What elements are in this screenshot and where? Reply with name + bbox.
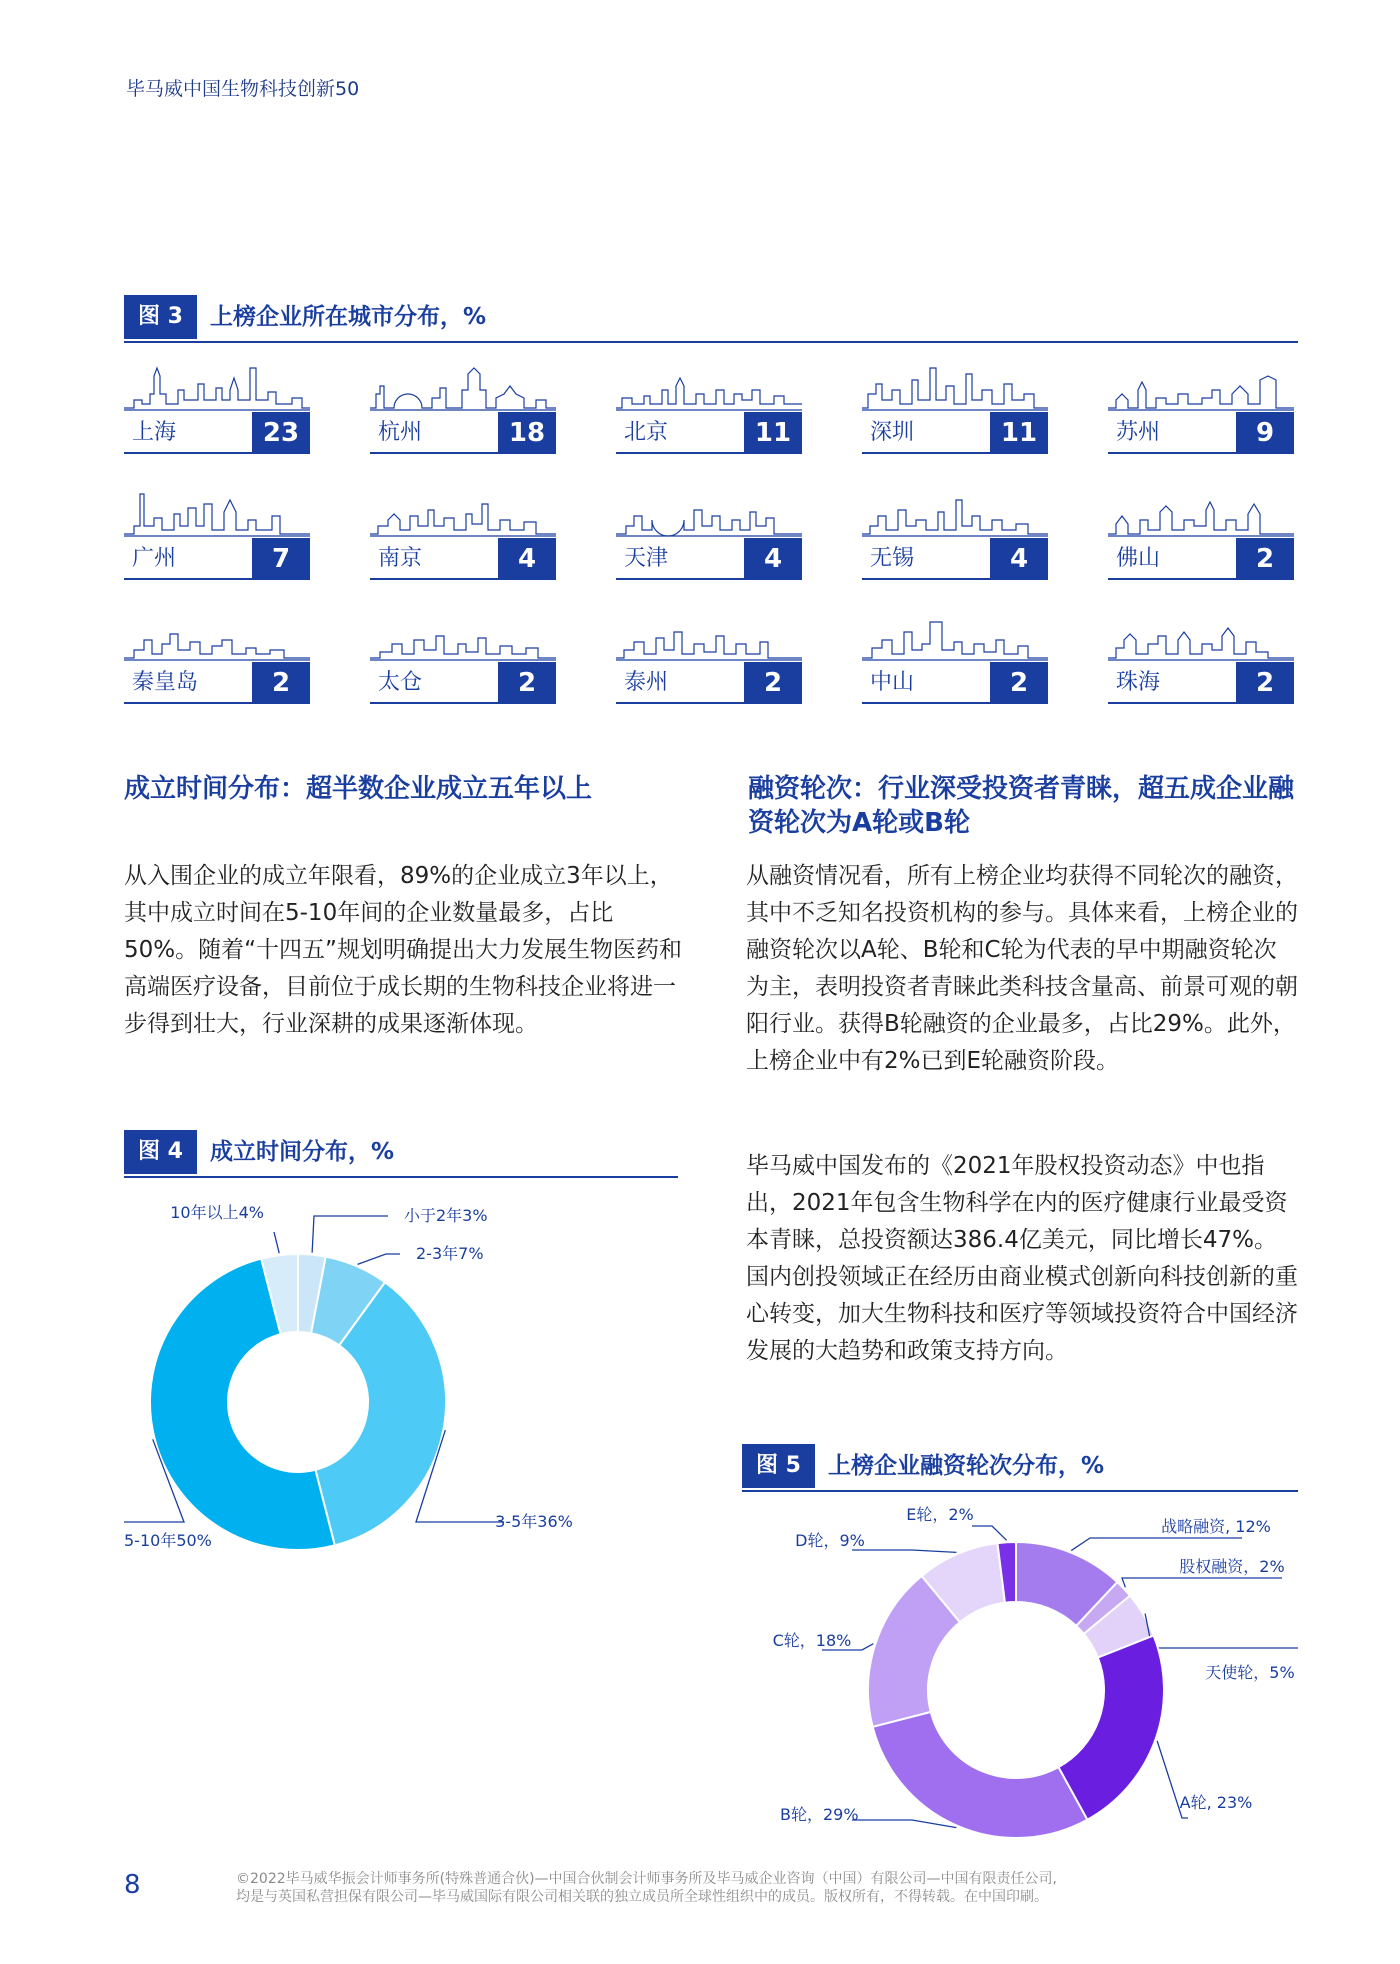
leader-line <box>852 1550 956 1552</box>
city-count: 4 <box>498 538 556 580</box>
slice-label: 10年以上4% <box>170 1203 264 1222</box>
city-card <box>616 614 802 704</box>
figure-5-badge: 图 5 <box>742 1444 815 1488</box>
right-paragraph-2: 毕马威中国发布的《2021年股权投资动态》中也指出，2021年包含生物科学在内的医疗健康行业最受资本青睐，总投资额达386.4亿美元，同比增长47%。国内创投领域正在经历由商业模式创新向科技创新的重心转变，加大生物科技和医疗等领域投资符合中国经济发展的大趋势和政策支持方向。 <box>746 1153 1298 1364</box>
figure-4-badge: 图 4 <box>124 1130 197 1174</box>
city-skyline-icon <box>124 364 310 416</box>
city-name: 南京 <box>378 546 423 571</box>
leader-line <box>1071 1538 1242 1551</box>
left-section-title: 成立时间分布：超半数企业成立五年以上 <box>124 774 593 804</box>
city-skyline-icon <box>370 364 556 416</box>
city-skyline-icon <box>862 364 1048 416</box>
leader-line <box>852 1820 956 1828</box>
city-skyline-icon <box>370 614 556 666</box>
city-skyline-icon <box>862 490 1048 542</box>
city-count: 2 <box>990 662 1048 704</box>
slice-label: E轮，2% <box>906 1505 974 1524</box>
city-count: 2 <box>1236 538 1294 580</box>
document-header-title: 毕马威中国生物科技创新50 <box>126 78 360 100</box>
city-count: 2 <box>252 662 310 704</box>
figure-4-title: 成立时间分布，% <box>210 1139 395 1165</box>
city-count: 9 <box>1236 412 1294 454</box>
city-divider <box>1108 452 1294 454</box>
city-count: 2 <box>744 662 802 704</box>
figure-5-title: 上榜企业融资轮次分布，% <box>828 1453 1105 1479</box>
city-card <box>1108 490 1294 580</box>
leader-line <box>1122 1578 1282 1587</box>
copyright-footer <box>236 1870 1296 1906</box>
city-name: 深圳 <box>870 420 915 445</box>
city-skyline-icon <box>124 490 310 542</box>
city-name: 广州 <box>132 546 177 571</box>
city-count: 11 <box>744 412 802 454</box>
city-card <box>370 490 556 580</box>
city-skyline-icon <box>1108 614 1294 666</box>
leader-line <box>972 1526 1007 1540</box>
city-divider <box>1108 702 1294 704</box>
city-divider <box>862 702 1048 704</box>
figure-3-heading <box>124 295 1298 343</box>
city-name: 珠海 <box>1116 670 1161 695</box>
city-card <box>124 614 310 704</box>
city-name: 泰州 <box>624 670 669 695</box>
city-name: 苏州 <box>1116 420 1161 445</box>
city-divider <box>124 578 310 580</box>
figure-3-title: 上榜企业所在城市分布，% <box>210 304 487 330</box>
city-count: 23 <box>252 412 310 454</box>
city-skyline-icon <box>862 614 1048 666</box>
city-count: 4 <box>990 538 1048 580</box>
slice-label: 战略融资, 12% <box>1161 1517 1271 1536</box>
slice-label: 天使轮，5% <box>1205 1663 1295 1682</box>
city-name: 北京 <box>624 420 669 445</box>
city-divider <box>616 578 802 580</box>
city-card <box>616 490 802 580</box>
city-divider <box>124 452 310 454</box>
city-divider <box>370 452 556 454</box>
figure-3-badge: 图 3 <box>124 295 197 339</box>
city-card <box>1108 364 1294 454</box>
slice-label: C轮，18% <box>772 1631 852 1650</box>
leader-line <box>312 1216 388 1253</box>
city-divider <box>862 452 1048 454</box>
city-skyline-icon <box>616 614 802 666</box>
city-divider <box>616 452 802 454</box>
city-divider <box>616 702 802 704</box>
city-count: 7 <box>252 538 310 580</box>
founding-time-donut-chart <box>124 1186 678 1606</box>
city-count: 2 <box>498 662 556 704</box>
city-name: 上海 <box>132 420 177 445</box>
city-name: 秦皇岛 <box>132 670 199 695</box>
city-divider <box>370 702 556 704</box>
city-count: 18 <box>498 412 556 454</box>
city-card <box>124 490 310 580</box>
city-skyline-icon <box>616 364 802 416</box>
city-count: 11 <box>990 412 1048 454</box>
city-divider <box>862 578 1048 580</box>
city-divider <box>1108 578 1294 580</box>
slice-label: 股权融资，2% <box>1179 1557 1285 1576</box>
page-number: 8 <box>124 1870 141 1900</box>
copyright-line-1: ©2022毕马威华振会计师事务所(特殊普通合伙)—中国合伙制会计师事务所及毕马威企业咨询（中国）有限公司—中国有限责任公司, <box>236 1871 1057 1887</box>
right-section-title: 融资轮次：行业深受投资者青睐，超五成企业融资轮次为A轮或B轮 <box>748 774 1295 838</box>
city-name: 太仓 <box>378 670 423 695</box>
city-divider <box>124 702 310 704</box>
city-card <box>862 490 1048 580</box>
donut-slice <box>873 1712 1088 1838</box>
right-paragraph-1: 从融资情况看，所有上榜企业均获得不同轮次的融资，其中不乏知名投资机构的参与。具体来看，上榜企业的融资轮次以A轮、B轮和C轮为代表的早中期融资轮次为主，表明投资者青睐此类科技含量高、前景可观的朝阳行业。获得B轮融资的企业最多，占比29%。此外，上榜企业中有2%已到E轮融资阶段。 <box>746 863 1298 1074</box>
city-card <box>1108 614 1294 704</box>
city-card <box>616 364 802 454</box>
figure-4-heading <box>124 1130 678 1178</box>
copyright-line-2: 均是与英国私营担保有限公司—毕马威国际有限公司相关联的独立成员所全球性组织中的成员。版权所有，不得转载。在中国印刷。 <box>236 1889 1048 1905</box>
city-card <box>370 364 556 454</box>
city-name: 中山 <box>870 670 915 695</box>
slice-label: 2-3年7% <box>416 1244 484 1263</box>
slice-label: B轮，29% <box>780 1805 859 1824</box>
city-card <box>862 364 1048 454</box>
slice-label: 小于2年3% <box>404 1206 488 1225</box>
city-card <box>370 614 556 704</box>
city-skyline-icon <box>1108 364 1294 416</box>
city-count: 4 <box>744 538 802 580</box>
leader-line <box>274 1232 279 1253</box>
city-name: 佛山 <box>1116 546 1161 571</box>
figure-5-heading <box>742 1444 1298 1492</box>
city-name: 杭州 <box>378 420 423 445</box>
funding-round-donut-chart <box>742 1500 1298 1856</box>
leader-line <box>1145 1614 1298 1648</box>
slice-label: 3-5年36% <box>495 1512 573 1531</box>
city-card <box>862 614 1048 704</box>
city-skyline-icon <box>616 490 802 542</box>
slice-label: 5-10年50% <box>124 1531 212 1550</box>
city-divider <box>370 578 556 580</box>
city-skyline-icon <box>124 614 310 666</box>
city-skyline-icon <box>1108 490 1294 542</box>
city-name: 无锡 <box>870 546 915 571</box>
city-skyline-icon <box>370 490 556 542</box>
left-paragraph: 从入围企业的成立年限看，89%的企业成立3年以上，其中成立时间在5-10年间的企业数量最多，占比50%。随着“十四五”规划明确提出大力发展生物医药和高端医疗设备，目前位于成长期的生物科技企业将进一步得到壮大，行业深耕的成果逐渐体现。 <box>124 863 682 1037</box>
city-count: 2 <box>1236 662 1294 704</box>
slice-label: D轮，9% <box>795 1531 865 1550</box>
donut-slice <box>1058 1636 1164 1820</box>
city-name: 天津 <box>624 546 669 571</box>
slice-label: A轮, 23% <box>1179 1793 1253 1812</box>
leader-line <box>358 1254 400 1264</box>
city-card <box>124 364 310 454</box>
